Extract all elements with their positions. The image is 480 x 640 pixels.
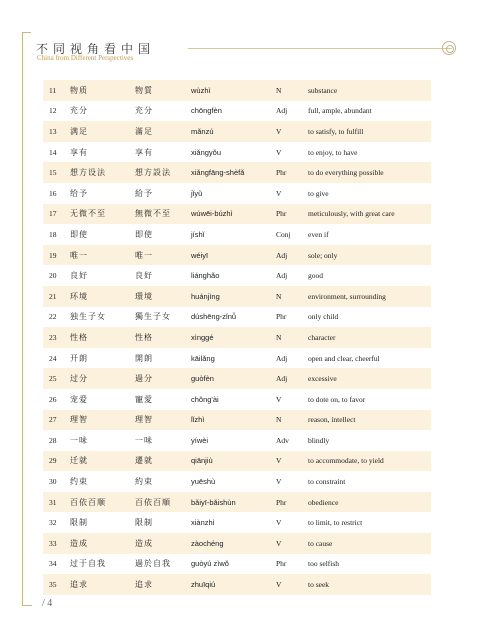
entry-number: 23 <box>49 332 57 342</box>
entry-pos: Adj <box>276 374 288 384</box>
entry-pos: V <box>276 538 282 548</box>
vocab-row <box>43 533 431 554</box>
entry-number: 20 <box>49 271 57 281</box>
entry-traditional: 遷就 <box>135 456 153 466</box>
entry-traditional: 理智 <box>135 415 153 425</box>
entry-traditional: 一味 <box>135 435 153 445</box>
vocab-row <box>43 183 431 204</box>
entry-english: good <box>308 271 323 281</box>
entry-traditional: 獨生子女 <box>135 312 171 322</box>
entry-simplified: 满足 <box>70 126 88 136</box>
entry-number: 26 <box>49 394 57 404</box>
entry-pos: Adj <box>276 250 288 260</box>
entry-pinyin: wùzhì <box>191 85 211 95</box>
entry-traditional: 充分 <box>135 106 153 116</box>
entry-english: character <box>308 332 336 342</box>
entry-pinyin: chǒng'ài <box>191 394 219 404</box>
entry-simplified: 唯一 <box>70 250 88 260</box>
entry-simplified: 约束 <box>70 477 88 487</box>
entry-simplified: 追求 <box>70 580 88 590</box>
book-title: 不同视角看中国 <box>36 42 156 56</box>
entry-traditional: 良好 <box>135 271 153 281</box>
vocab-row <box>43 307 431 328</box>
vocab-row <box>43 265 431 286</box>
vocab-row <box>43 554 431 575</box>
vocab-row <box>43 512 431 533</box>
entry-pinyin: kāilǎng <box>191 353 215 363</box>
entry-number: 18 <box>49 229 57 239</box>
vocab-row <box>43 80 431 101</box>
entry-pinyin: lǐzhì <box>191 415 205 425</box>
entry-simplified: 过于自我 <box>70 559 106 569</box>
entry-pinyin: yíwèi <box>191 435 209 445</box>
entry-traditional: 想方設法 <box>135 168 171 178</box>
vocab-row <box>43 162 431 183</box>
vocab-row <box>43 451 431 472</box>
entry-number: 19 <box>49 250 57 260</box>
entry-pinyin: chōngfèn <box>191 106 222 116</box>
entry-simplified: 良好 <box>70 271 88 281</box>
entry-traditional: 即使 <box>135 229 153 239</box>
entry-pos: V <box>276 580 282 590</box>
entry-simplified: 百依百顺 <box>70 497 106 507</box>
entry-pinyin: dúshēng-zǐnǚ <box>191 312 237 322</box>
entry-number: 27 <box>49 415 57 425</box>
entry-number: 24 <box>49 353 57 363</box>
entry-english: even if <box>308 229 329 239</box>
entry-number: 35 <box>49 580 57 590</box>
entry-pinyin: liánghǎo <box>191 271 220 281</box>
entry-traditional: 造成 <box>135 538 153 548</box>
entry-traditional: 開朗 <box>135 353 153 363</box>
frame-left-rule <box>22 36 23 606</box>
entry-pos: N <box>276 291 282 301</box>
entry-pos: N <box>276 85 282 95</box>
entry-pinyin: yuēshù <box>191 477 216 487</box>
entry-pos: Phr <box>276 168 287 178</box>
entry-pinyin: bǎiyī-bǎishùn <box>191 497 236 507</box>
entry-pinyin: guòyú zìwǒ <box>191 559 229 569</box>
entry-number: 13 <box>49 126 57 136</box>
entry-simplified: 造成 <box>70 538 88 548</box>
entry-english: to limit, to restrict <box>308 518 363 528</box>
entry-traditional: 享有 <box>135 147 153 157</box>
entry-number: 31 <box>49 497 57 507</box>
entry-pinyin: zàochéng <box>191 538 224 548</box>
entry-pos: Phr <box>276 209 287 219</box>
entry-english: to do everything possible <box>308 168 384 178</box>
entry-pos: Phr <box>276 312 287 322</box>
vocab-row <box>43 245 431 266</box>
entry-english: to give <box>308 188 329 198</box>
entry-traditional: 物質 <box>135 85 153 95</box>
entry-simplified: 限制 <box>70 518 88 528</box>
book-subtitle: China from Different Perspectives <box>37 54 134 62</box>
vocab-row <box>43 327 431 348</box>
entry-traditional: 給予 <box>135 188 153 198</box>
entry-simplified: 环境 <box>70 291 88 301</box>
entry-traditional: 性格 <box>135 332 153 342</box>
entry-number: 29 <box>49 456 57 466</box>
entry-number: 28 <box>49 435 57 445</box>
vocab-row <box>43 410 431 431</box>
entry-simplified: 开朗 <box>70 353 88 363</box>
entry-pinyin: wéiyī <box>191 250 209 260</box>
entry-english: only child <box>308 312 339 322</box>
entry-number: 16 <box>49 188 57 198</box>
entry-number: 30 <box>49 477 57 487</box>
entry-pinyin: jíshǐ <box>191 229 205 239</box>
entry-english: to enjoy, to have <box>308 147 358 157</box>
entry-pos: V <box>276 147 282 157</box>
entry-english: to satisfy, to fulfill <box>308 126 364 136</box>
page-number: / 4 <box>42 598 53 609</box>
entry-pos: Phr <box>276 497 287 507</box>
entry-pos: V <box>276 188 282 198</box>
vocab-row <box>43 430 431 451</box>
vocab-row <box>43 574 431 595</box>
entry-number: 32 <box>49 518 57 528</box>
entry-pos: V <box>276 477 282 487</box>
entry-pinyin: jǐyǔ <box>191 188 203 198</box>
entry-number: 11 <box>49 85 57 95</box>
entry-pos: Adj <box>276 106 288 116</box>
entry-pinyin: wúwēi-búzhì <box>191 209 233 219</box>
ornament-icon <box>442 41 456 55</box>
vocab-row <box>43 224 431 245</box>
vocab-row <box>43 204 431 225</box>
entry-traditional: 約束 <box>135 477 153 487</box>
entry-pinyin: xiǎngyǒu <box>191 147 222 157</box>
entry-english: to seek <box>308 580 330 590</box>
entry-english: obedience <box>308 497 339 507</box>
entry-number: 25 <box>49 374 57 384</box>
entry-number: 22 <box>49 312 57 322</box>
entry-pinyin: mǎnzú <box>191 126 214 136</box>
entry-english: substance <box>308 85 338 95</box>
entry-simplified: 一味 <box>70 435 88 445</box>
vocab-row <box>43 121 431 142</box>
entry-pinyin: huánjìng <box>191 291 220 301</box>
vocab-row <box>43 101 431 122</box>
entry-traditional: 無微不至 <box>135 209 171 219</box>
entry-english: to cause <box>308 538 333 548</box>
vocab-row <box>43 348 431 369</box>
entry-english: reason, intellect <box>308 415 356 425</box>
entry-number: 34 <box>49 559 57 569</box>
entry-english: full, ample, abundant <box>308 106 372 116</box>
entry-number: 14 <box>49 147 57 157</box>
vocab-row <box>43 389 431 410</box>
entry-simplified: 享有 <box>70 147 88 157</box>
entry-number: 12 <box>49 106 57 116</box>
entry-pinyin: zhuīqiú <box>191 580 216 590</box>
entry-simplified: 想方设法 <box>70 168 106 178</box>
entry-pos: V <box>276 518 282 528</box>
entry-traditional: 百依百順 <box>135 497 171 507</box>
entry-english: sole; only <box>308 250 338 260</box>
entry-pos: Phr <box>276 559 287 569</box>
entry-number: 15 <box>49 168 57 178</box>
entry-pos: V <box>276 456 282 466</box>
entry-english: to accommodate, to yield <box>308 456 384 466</box>
vocab-row <box>43 286 431 307</box>
vocabulary-table <box>43 80 431 595</box>
entry-traditional: 追求 <box>135 580 153 590</box>
entry-english: excessive <box>308 374 337 384</box>
entry-english: to dote on, to favor <box>308 394 366 404</box>
entry-simplified: 物质 <box>70 85 88 95</box>
entry-simplified: 性格 <box>70 332 88 342</box>
header-rule <box>188 48 452 49</box>
entry-pos: N <box>276 415 282 425</box>
entry-pinyin: xiǎngfāng-shèfǎ <box>191 168 245 178</box>
entry-english: environment, surrounding <box>308 291 386 301</box>
entry-simplified: 迁就 <box>70 456 88 466</box>
entry-pinyin: xìnggé <box>191 332 214 342</box>
entry-simplified: 充分 <box>70 106 88 116</box>
entry-pinyin: xiànzhì <box>191 518 215 528</box>
entry-traditional: 唯一 <box>135 250 153 260</box>
entry-english: too selfish <box>308 559 340 569</box>
entry-pos: V <box>276 394 282 404</box>
entry-simplified: 即使 <box>70 229 88 239</box>
entry-pinyin: qiānjiù <box>191 456 213 466</box>
entry-english: blindly <box>308 435 330 445</box>
entry-traditional: 過分 <box>135 374 153 384</box>
entry-simplified: 宠爱 <box>70 394 88 404</box>
entry-pos: Conj <box>276 229 291 239</box>
page-header <box>36 40 456 66</box>
vocab-row <box>43 142 431 163</box>
entry-traditional: 滿足 <box>135 126 153 136</box>
entry-simplified: 无微不至 <box>70 209 106 219</box>
entry-simplified: 理智 <box>70 415 88 425</box>
entry-pinyin: guòfèn <box>191 374 214 384</box>
frame-corner <box>22 32 31 43</box>
frame-bottom-tick <box>22 605 32 606</box>
entry-pos: Adv <box>276 435 289 445</box>
entry-traditional: 寵愛 <box>135 394 153 404</box>
entry-number: 33 <box>49 538 57 548</box>
entry-traditional: 環境 <box>135 291 153 301</box>
vocab-row <box>43 368 431 389</box>
entry-english: to constraint <box>308 477 346 487</box>
entry-traditional: 過於自我 <box>135 559 171 569</box>
entry-pos: Adj <box>276 353 288 363</box>
entry-number: 17 <box>49 209 57 219</box>
vocab-row <box>43 471 431 492</box>
entry-pos: N <box>276 332 282 342</box>
entry-simplified: 给予 <box>70 188 88 198</box>
entry-simplified: 过分 <box>70 374 88 384</box>
entry-number: 21 <box>49 291 57 301</box>
entry-english: meticulously, with great care <box>308 209 395 219</box>
entry-traditional: 限制 <box>135 518 153 528</box>
entry-english: open and clear, cheerful <box>308 353 380 363</box>
entry-pos: Adj <box>276 271 288 281</box>
entry-pos: V <box>276 126 282 136</box>
vocab-row <box>43 492 431 513</box>
entry-simplified: 独生子女 <box>70 312 106 322</box>
